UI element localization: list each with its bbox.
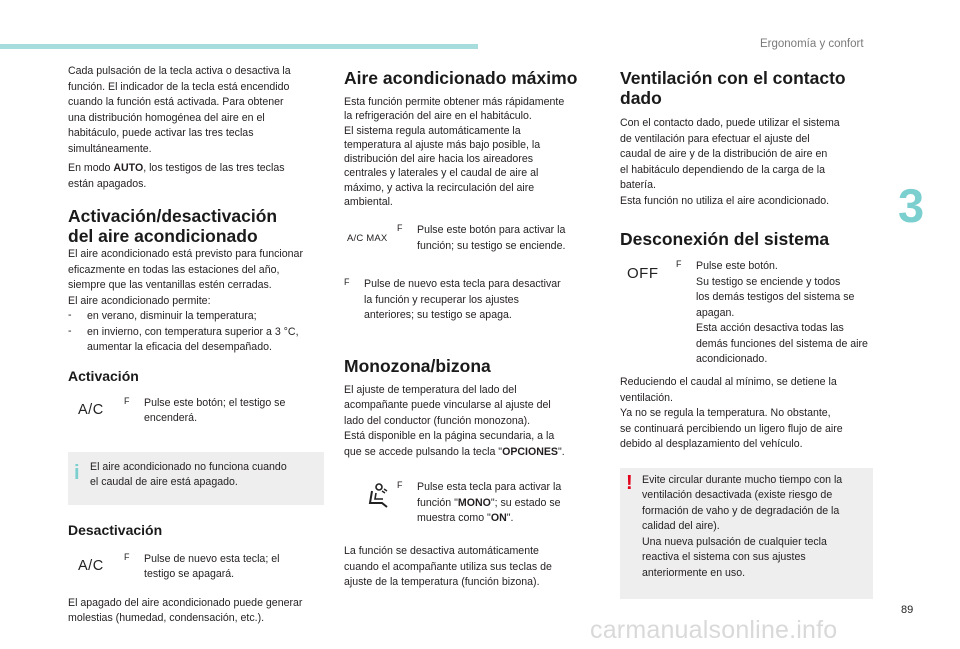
intro-paragraph: Cada pulsación de la tecla activa o desactiva la función. El indicador de la tecla está encendido cuando la función está activada. Para obtener una distribución homogénea del aire en el habitáculo, puede activar las tres teclas simultáneamente. — [68, 65, 291, 155]
max-ac-instruction: F Pulse este botón para activar la función; su testigo se enciende. — [397, 223, 566, 252]
page-number: 89 — [901, 604, 914, 616]
ventilation-description: Con el contacto dado, puede utilizar el sistema de ventilación para efectuar el ajuste del caudal de aire y de la distribución de aire en el habitáculo dependiendo de la carga de la batería. Esta función no utiliza el aire acondicionado. — [620, 117, 840, 207]
activation-row — [68, 396, 328, 434]
bullet-icon: F — [124, 551, 130, 562]
ac-button-icon: A/C — [78, 401, 104, 418]
bullet-icon: F — [676, 259, 682, 269]
warning-icon: ! — [626, 471, 633, 494]
column-1 — [68, 64, 328, 627]
system-off-note: Reduciendo el caudal al mínimo, se detiene la ventilación. Ya no se regula la temperatura. No obstante, se continuará percibiendo un ligero flujo de aire debido al desplazamiento del vehículo. — [620, 376, 843, 450]
ac-uses-list — [68, 309, 328, 356]
bullet-icon: F — [344, 277, 350, 288]
warning-text: Evite circular durante mucho tiempo con la ventilación desactivada (existe riesgo de formación de vaho y de degradación de la calidad del aire). Una nueva pulsación de cualquier tecla reactiva el sistema con sus ajustes anteriormente en uso. — [642, 473, 843, 579]
list-item: - en invierno, con temperatura superior a 3 °C, aumentar la eficacia del desempañado. — [68, 324, 299, 353]
heading-system-off: Desconexión del sistema — [620, 229, 830, 249]
info-box — [68, 452, 324, 505]
off-button-icon: OFF — [627, 265, 659, 282]
info-text: El aire acondicionado no funciona cuando el caudal de aire está apagado. — [90, 460, 287, 488]
auto-mode-paragraph: En modo AUTO, los testigos de las tres teclas están apagados. — [68, 162, 285, 190]
heading-mono-bizona: Monozona/bizona — [344, 355, 491, 376]
system-off-row — [620, 259, 880, 369]
mono-instruction: F Pulse esta tecla para activar la función "MONO"; su estado se muestra como "ON". — [397, 480, 562, 525]
max-ac-description: Esta función permite obtener más rápidamente la refrigeración del aire en el habitáculo. El sistema regula automáticamente la temperatura al ajuste más bajo posible, la distribución del aire hacia los aireadores centrales y laterales y el caudal de aire al máximo, y activa la recirculación del aire ambiental. — [344, 96, 565, 209]
chapter-number: 3 — [898, 179, 925, 232]
heading-max-ac: Aire acondicionado máximo — [344, 68, 578, 88]
warning-box — [620, 468, 873, 599]
heading-deactivation: Desactivación — [68, 521, 163, 538]
section-title: Ergonomía y confort — [760, 38, 864, 50]
watermark: carmanualsonline.info — [590, 616, 838, 644]
activation-instruction: F Pulse este botón; el testigo se encenderá. — [124, 395, 286, 424]
ac-max-button-icon: A/C MAX — [347, 233, 388, 245]
mono-note: La función se desactiva automáticamente cuando el acompañante utiliza sus teclas de ajuste de la temperatura (función bizona). — [344, 545, 552, 589]
deactivation-instruction: F Pulse de nuevo esta tecla; el testigo se apagará. — [124, 551, 280, 580]
passenger-seat-icon — [368, 483, 390, 509]
bullet-icon: F — [397, 223, 403, 234]
system-off-instruction: F Pulse este botón. Su testigo se enciende y todos los demás testigos del sistema se apagan. Esta acción desactiva todas las demás funciones del sistema de aire acondicionado. — [676, 259, 868, 365]
bullet-icon: F — [397, 480, 403, 491]
column-3 — [620, 68, 880, 599]
heading-activation: Activación — [68, 367, 139, 384]
bullet-icon: F — [124, 395, 130, 406]
ac-button-icon: A/C — [78, 557, 104, 574]
max-ac-row — [344, 223, 606, 267]
heading-activation-deactivation: Activación/desactivación del aire acondicionado — [68, 206, 278, 246]
info-icon: i — [74, 461, 80, 484]
ac-description: El aire acondicionado está previsto para funcionar eficazmente en todas las estaciones del año, siempre que las ventanillas estén cerradas. El aire acondicionado permite: — [68, 248, 303, 307]
max-ac-off-instruction: F Pulse de nuevo esta tecla para desactivar la función y recuperar los ajustes anteriores; su testigo se apaga. — [344, 277, 561, 322]
header-accent-bar — [0, 44, 478, 49]
deactivation-row — [68, 552, 328, 590]
column-2 — [344, 68, 606, 591]
list-item: - en verano, disminuir la temperatura; — [68, 309, 257, 322]
deactivation-note: El apagado del aire acondicionado puede generar molestias (humedad, condensación, etc.). — [68, 596, 303, 624]
mono-row — [344, 480, 606, 530]
heading-ventilation: Ventilación con el contacto dado — [620, 68, 846, 108]
mono-description: El ajuste de temperatura del lado del acompañante puede vincularse al ajuste del lado del conductor (función monozona). Está disponible en la página secundaria, a la que se accede pulsando la tecla "OPCIONES". — [344, 383, 565, 458]
